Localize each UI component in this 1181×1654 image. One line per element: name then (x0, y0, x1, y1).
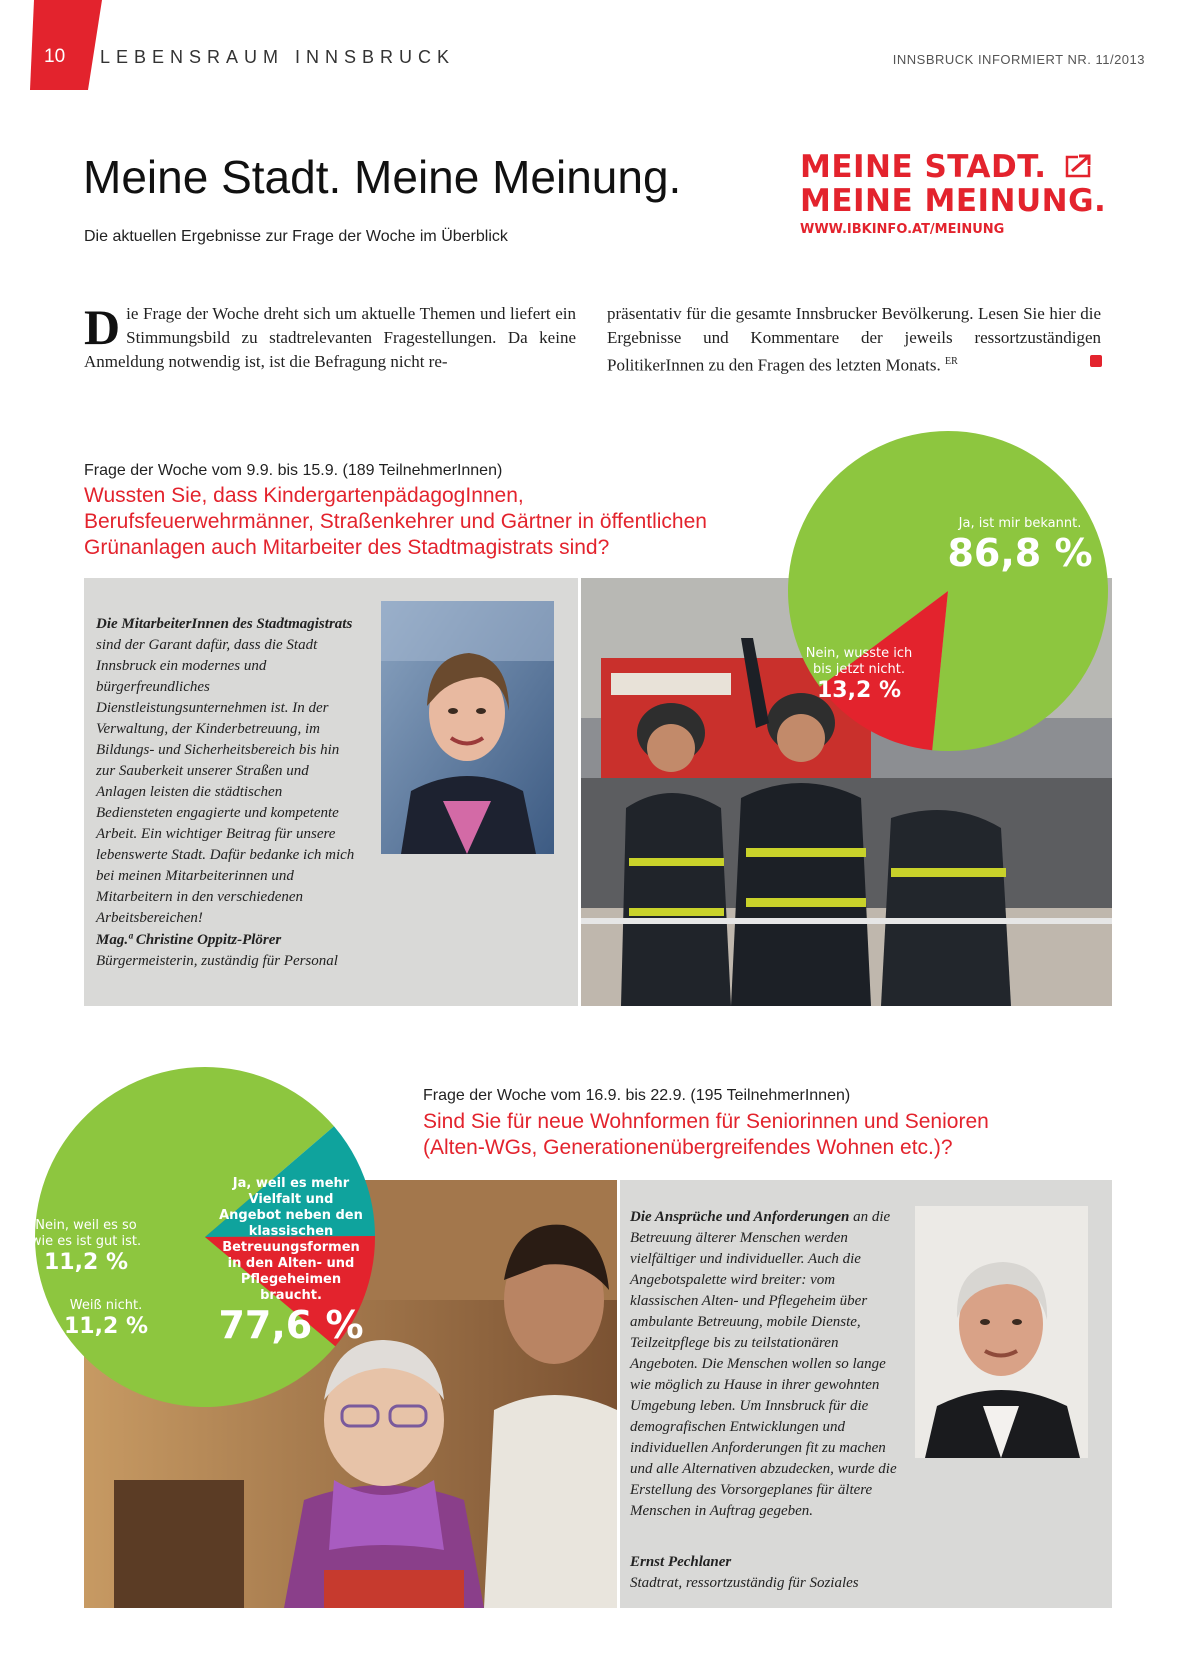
poll1-comment-body: sind der Garant dafür, dass die Stadt Innsbruck ein modernes und bürgerfreundliches Dienstleistungsunternehmen ist. In der Verwaltung, der Kinderbetreuung, im Bildungs- und Sicherheitsbereich bis hin zur Sauberkeit unserer Straßen und Anlagen leisten die städtischen Bediensteten engagierte und kompetente Arbeit. Ein wichtiger Beitrag für unsere lebenswerte Stadt. Dafür bedanke ich mich bei meinen Mitarbeiterinnen und Mitarbeitern in den verschiedenen Arbeitsbereichen! (96, 637, 355, 926)
poll2-yes-label (216, 1176, 366, 1346)
poll2-comment (630, 1207, 898, 1522)
poll2-comment-body: an die Betreuung älterer Menschen werden vielfältiger und individueller. Auch die Angebotspalette wird breiter: vom klassischen Alten- und Pflegeheim über ambulante Betreuung, mobile Dienste, Teilzeitpflege bis zu teilstationären Angeboten. Die Menschen wollen so lange wie möglich zu Hause in ihrer gewohnten Umgebung leben. Um Innsbruck für die demografischen Entwicklungen und individuellen Anforderungen fit zu machen und alle Alternativen abzudecken, wurde die Erstellung des Vorsorgeplanes für ältere Menschen in Auftrag gegeben. (630, 1209, 897, 1519)
poll1-question: Wussten Sie, dass KindergartenpädagogInnen, Berufsfeuerwehrmänner, Straßenkehrer und Gärtner in öffentlichen Grünanlagen auch Mitarbeiter des Stadtmagistrats sind? (84, 484, 707, 559)
poll1-author-name: Mag.ª Christine Oppitz-Plörer (96, 932, 282, 948)
poll1-yes-label (935, 516, 1105, 574)
page-number-tab (30, 0, 102, 90)
poll2-unsure-text: Weiß nicht. (69, 1298, 143, 1313)
drop-cap: D (84, 299, 121, 355)
intro-right-text: präsentativ für die gesamte Innsbrucker Bevölkerung. Lesen Sie hier die Ergebnisse und Kommentare der jeweils ressortzuständigen PolitikerInnen zu den Fragen des letzten Monats. (607, 304, 1101, 375)
poll1-pie-chart (783, 426, 1113, 756)
logo-line-1-text: MEINE STADT. (800, 149, 1047, 185)
poll1-no-value: 13,2 % (817, 678, 901, 703)
external-link-icon (1064, 153, 1094, 179)
poll1-no-text: Nein, wusste ich bis jetzt nicht. (805, 646, 913, 677)
portrait-mayor (381, 601, 554, 854)
poll1-yes-value: 86,8 % (947, 531, 1093, 575)
logo-line-1 (800, 150, 1110, 184)
end-mark (1090, 355, 1102, 367)
poll2-question: Sind Sie für neue Wohnformen für Seniorinnen und Senioren (Alten-WGs, Generationenübergreifendes Wohnen etc.)? (423, 1110, 989, 1159)
page-title: Meine Stadt. Meine Meinung. (83, 151, 682, 203)
intro-left-text: ie Frage der Woche dreht sich um aktuelle Themen und liefert ein Stimmungsbild zu stadtrelevanten Fragestellungen. Da keine Anmeldung notwendig ist, ist die Befragung nicht re- (84, 304, 576, 371)
logo-line-2: MEINE MEINUNG. (800, 183, 1107, 219)
poll1-comment-lead: Die MitarbeiterInnen des Stadtmagistrats (96, 616, 353, 632)
poll2-unsure-label (56, 1298, 156, 1339)
page-number: 10 (44, 46, 66, 67)
poll1-no-label (804, 646, 914, 703)
intro-column-left (84, 299, 576, 374)
poll2-no-text: Nein, weil es so wie es ist gut ist. (30, 1218, 142, 1249)
section-title: LEBENSRAUM INNSBRUCK (100, 47, 456, 67)
poll2-yes-text: Ja, weil es mehr Vielfalt und Angebot neben den klassischen Betreuungsformen in den Alten- und Pflegeheimen braucht. (219, 1176, 363, 1303)
portrait-councillor (915, 1206, 1088, 1458)
poll1-comment (96, 614, 358, 929)
campaign-logo (800, 150, 1110, 237)
poll2-comment-lead: Die Ansprüche und Anforderungen (630, 1209, 850, 1225)
intro-column-right (607, 302, 1101, 378)
page-subtitle: Die aktuellen Ergebnisse zur Frage der Woche im Überblick (84, 228, 508, 245)
poll1-signature (96, 930, 426, 972)
logo-url: WWW.IBKINFO.AT/MEINUNG (800, 222, 1005, 237)
poll2-author-role: Stadtrat, ressortzuständig für Soziales (630, 1575, 859, 1591)
poll2-no-value: 11,2 % (44, 1250, 128, 1275)
issue-label: INNSBRUCK INFORMIERT NR. 11/2013 (892, 52, 1145, 67)
poll2-no-label (30, 1218, 142, 1275)
poll2-unsure-value: 11,2 % (64, 1314, 148, 1339)
author-initials: ER (945, 356, 958, 367)
poll2-author-name: Ernst Pechlaner (630, 1554, 732, 1570)
poll1-meta: Frage der Woche vom 9.9. bis 15.9. (189 TeilnehmerInnen) (84, 462, 503, 479)
poll2-yes-value: 77,6 % (218, 1303, 364, 1347)
poll2-meta: Frage der Woche vom 16.9. bis 22.9. (195 TeilnehmerInnen) (423, 1087, 851, 1104)
poll2-signature (630, 1552, 960, 1594)
poll1-yes-text: Ja, ist mir bekannt. (958, 516, 1082, 531)
poll1-author-role: Bürgermeisterin, zuständig für Personal (96, 953, 338, 969)
